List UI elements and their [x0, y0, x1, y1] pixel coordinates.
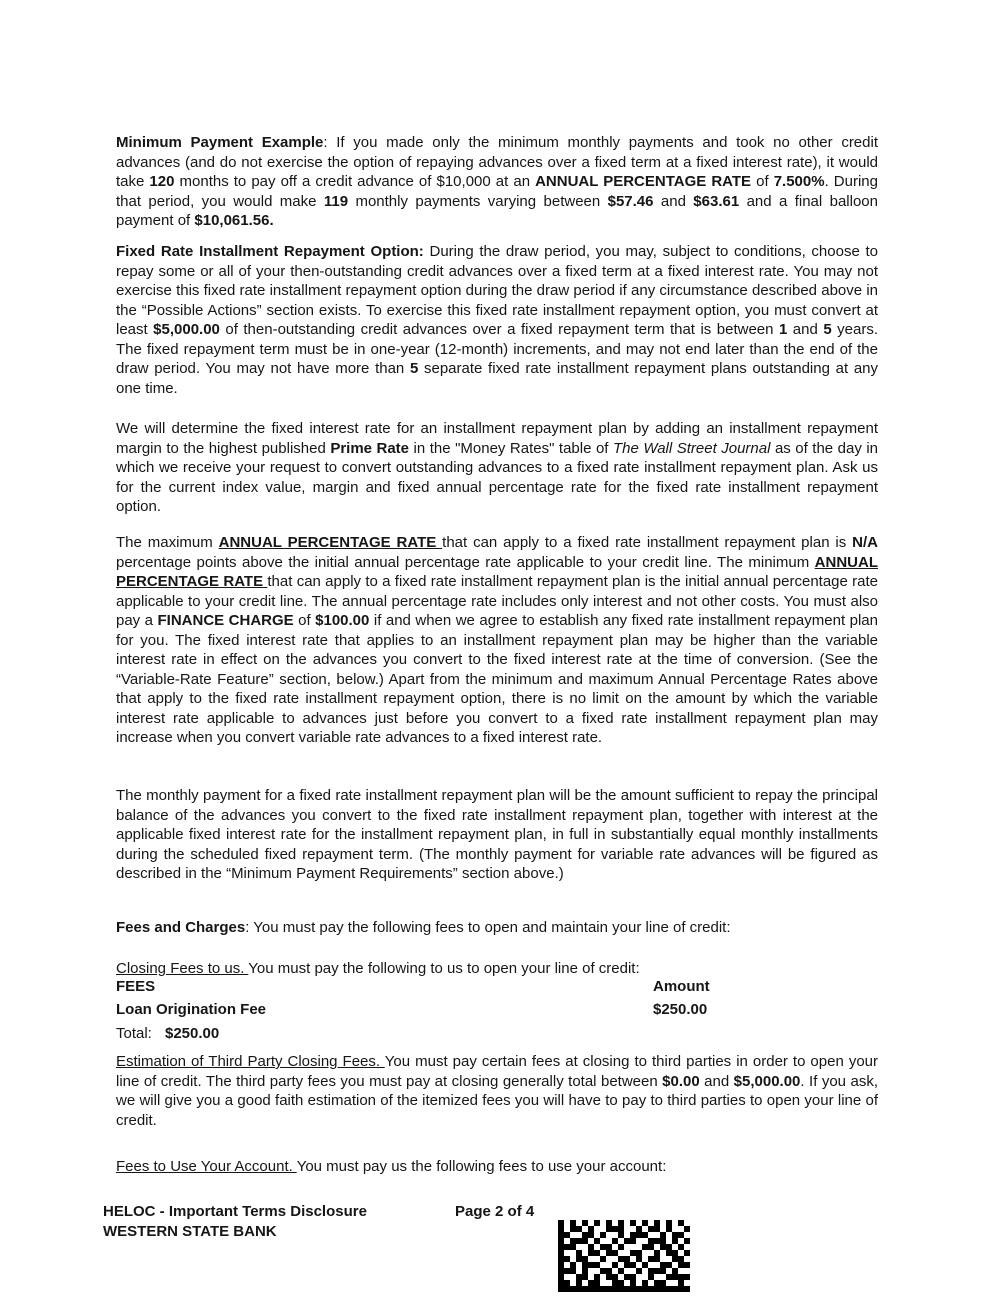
para-monthly-payment — [116, 786, 878, 884]
fees-table-row — [116, 1000, 878, 1020]
para-fixed-rate-installment-option — [116, 242, 878, 398]
total-label: Total: — [116, 1025, 152, 1042]
fees-table-total-row — [116, 1024, 878, 1044]
text-run: . During that period, you would make — [116, 173, 878, 210]
text-run: The monthly payment for a fixed rate installment repayment plan will be the amount sufficient to repay the principal balance of the advances you convert to the fixed rate installment repayment plan, together with interest at the applicable fixed interest rate for the installment repayment plan, in full in substantially equal monthly installments during the scheduled fixed repayment term. (The monthly payment for variable rate advances will be figured as described in the “Minimum Payment Requirements” section above.) — [116, 787, 878, 882]
text-run: percentage points above the initial annual percentage rate applicable to your credit line. The minimum — [116, 553, 815, 571]
text-run: You must pay certain fees at closing to third parties in order to open your line of credit. The third party fees you must pay at closing generally total between — [116, 1053, 878, 1090]
text-run: Minimum Payment Example — [116, 134, 324, 151]
total-amount: $250.00 — [165, 1025, 220, 1042]
text-run: FINANCE CHARGE — [157, 612, 294, 629]
footer-bank-name: WESTERN STATE BANK — [103, 1222, 277, 1240]
text-run: N/A — [852, 534, 878, 551]
text-run: Fees to Use Your Account. — [116, 1158, 297, 1175]
text-run: $0.00 — [662, 1072, 700, 1090]
text-run: You must pay the following to us to open your line of credit: — [248, 960, 640, 977]
text-run: . If you ask, we will give you a good faith estimation of the itemized fees you will have to pay to third parties to open your line of credit. — [116, 1072, 878, 1129]
text-run: : If you made only the minimum monthly payments and took no other credit advances (and do not exercise the option of repaying advances over a fixed term at a fixed interest rate), it would take — [116, 134, 878, 190]
text-run: We will determine the fixed interest rate for an installment repayment plan by adding an installment repayment margin to the highest published — [116, 420, 878, 457]
text-run: $10,061.56. — [194, 212, 274, 229]
text-run: of then-outstanding credit advances over a fixed repayment term that is between — [219, 321, 779, 338]
text-run: that can apply to a fixed rate installment repayment plan is — [442, 534, 853, 551]
footer — [103, 1202, 367, 1241]
text-run: months to pay off a credit advance of $10,000 at an — [174, 173, 536, 190]
text-run: Closing Fees to us. — [116, 960, 249, 977]
text-run: and — [699, 1072, 734, 1090]
text-run: $5,000.00 — [153, 321, 220, 338]
text-run: ANNUAL PERCENTAGE RATE — [218, 534, 443, 551]
text-run: Estimation of Third Party Closing Fees. — [116, 1053, 385, 1070]
text-run: that can apply to a fixed rate installment repayment plan is the initial annual percentage rate applicable to your credit line. The annual percentage rate includes only interest and not other costs. You must also pay a — [116, 573, 879, 629]
heading-fees-and-charges — [116, 918, 878, 938]
text-run: $63.61 — [693, 192, 740, 210]
text-run: $57.46 — [607, 192, 654, 210]
text-run: 119 — [323, 192, 349, 210]
text-run: separate fixed rate installment repayment plans outstanding at any one time. — [116, 360, 879, 397]
text-run: $100.00 — [315, 612, 370, 629]
text-run: and a final balloon payment of — [116, 192, 878, 229]
text-run: and — [787, 321, 824, 338]
text-run: years. The fixed repayment term must be in one-year (12-month) increments, and may not end later than the end of the draw period. You may not have more than — [116, 321, 878, 377]
text-run: During the draw period, you may, subject to conditions, choose to repay some or all of your then-outstanding credit advances over a fixed term at a fixed interest rate. You may not exercise this fixed rate installment repayment option during the draw period if any circumstance described above in the “Possible Actions” section exists. To exercise this fixed rate installment repayment option, you must convert at least — [116, 243, 879, 338]
text-run: : You must pay the following fees to open and maintain your line of credit: — [245, 919, 731, 936]
text-run: The Wall Street Journal — [612, 439, 771, 457]
fees-table-header — [116, 977, 878, 997]
text-run: You must pay us the following fees to use your account: — [296, 1158, 667, 1175]
fees-column-header: FEES — [116, 978, 156, 995]
para-prime-rate-index — [116, 419, 878, 517]
text-run: 7.500% — [773, 173, 825, 190]
barcode-datamatrix — [558, 1220, 690, 1292]
text-run: ANNUAL PERCENTAGE RATE — [535, 173, 752, 190]
text-run: The maximum — [116, 534, 219, 551]
fee-label: Loan Origination Fee — [116, 1001, 267, 1018]
text-run: $5,000.00 — [733, 1072, 801, 1090]
amount-column-header: Amount — [653, 978, 710, 995]
text-run: 5 — [823, 321, 832, 338]
heading-closing-fees-to-us — [116, 959, 878, 979]
text-run: ANNUAL PERCENTAGE RATE — [116, 553, 878, 590]
text-run: if and when we agree to establish any fixed rate installment repayment plan for you. The fixed interest rate that applies to an installment repayment plan may be higher than the variable interest rate in effect on the advances you convert to the fixed interest rate at the time of conversion. (See the “Variable-Rate Feature” section, below.) Apart from the minimum and maximum Annual Percentage Rates above that apply to the fixed rate installment repayment option, there is no limit on the amount by which the variable interest rate applicable to advances just before you convert to a fixed rate installment repayment plan may increase when you convert variable rate advances to a fixed interest rate. — [116, 612, 878, 746]
footer-page-number: Page 2 of 4 — [455, 1203, 535, 1220]
para-third-party-closing-fees — [116, 1052, 878, 1130]
text-run: 120 — [149, 173, 175, 190]
text-run: in the "Money Rates" table of — [409, 439, 613, 457]
text-run: of — [293, 612, 316, 629]
barcode-datamatrix-svg — [558, 1220, 690, 1292]
footer-doc-title: HELOC - Important Terms Disclosure — [103, 1203, 367, 1220]
para-apr-limits — [116, 533, 878, 748]
para-minimum-payment-example — [116, 133, 878, 231]
text-run: of — [751, 173, 774, 190]
heading-fees-to-use-account — [116, 1157, 878, 1177]
text-run: Fixed Rate Installment Repayment Option: — [116, 243, 424, 260]
text-run: Fees and Charges — [116, 919, 246, 936]
text-run: 1 — [778, 321, 788, 338]
text-run: and — [653, 192, 694, 210]
text-run: Prime Rate — [330, 439, 410, 457]
text-run: 5 — [409, 360, 419, 377]
text-run: monthly payments varying between — [348, 192, 608, 210]
text-run: as of the day in which we receive your request to convert outstanding advances to a fixed rate installment repayment plan. Ask us for the current index value, margin and fixed annual percentage rate for the fixed rate installment repayment option. — [116, 439, 879, 515]
fee-amount: $250.00 — [653, 1001, 708, 1018]
